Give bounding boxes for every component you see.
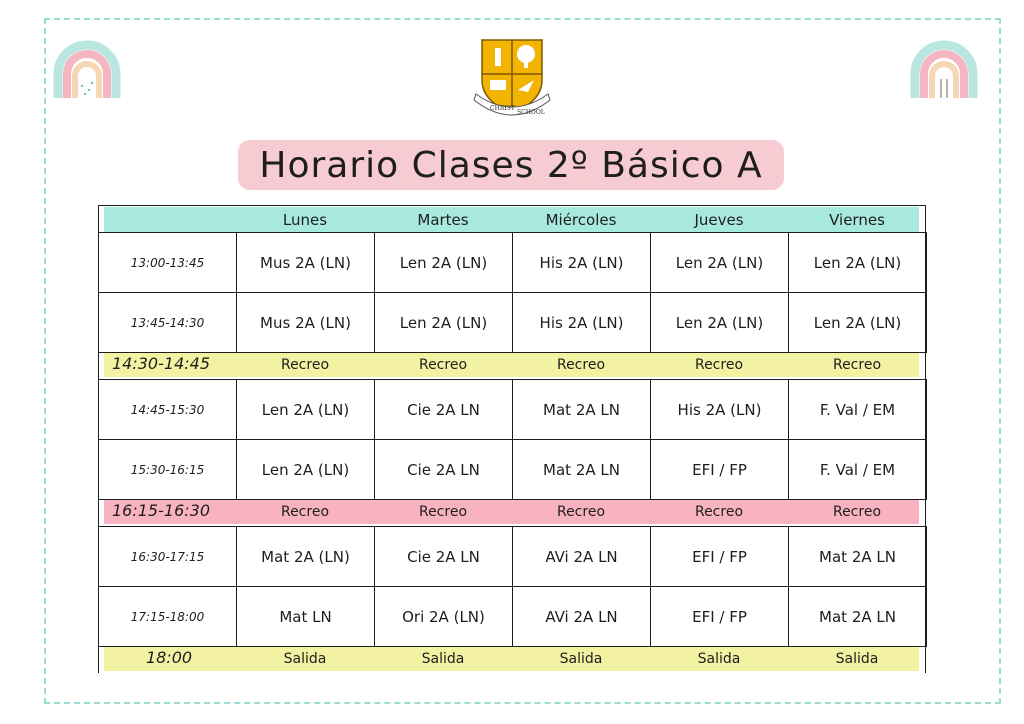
time-slot: 14:45-15:30: [98, 379, 237, 440]
class-cell: EFI / FP: [650, 526, 789, 587]
recess-cell: Recreo: [280, 504, 330, 520]
class-cell: Len 2A (LN): [650, 232, 789, 293]
class-cell: His 2A (LN): [650, 379, 789, 440]
class-cell: AVi 2A LN: [512, 586, 651, 647]
table-row: [98, 586, 926, 646]
time-slot: 16:30-17:15: [98, 526, 237, 587]
class-cell: F. Val / EM: [788, 379, 927, 440]
class-cell: AVi 2A LN: [512, 526, 651, 587]
table-left-border: [98, 205, 99, 673]
recess-cell: Recreo: [832, 504, 882, 520]
class-cell: EFI / FP: [650, 586, 789, 647]
class-cell: Mat 2A LN: [512, 439, 651, 500]
class-cell: Len 2A (LN): [374, 232, 513, 293]
time-slot: 13:45-14:30: [98, 292, 237, 353]
recess-cell: Recreo: [832, 357, 882, 373]
class-cell: Len 2A (LN): [788, 232, 927, 293]
table-row: [98, 292, 926, 352]
exit-cell: Salida: [697, 651, 741, 667]
logo-text-right: SCHOOL: [517, 109, 545, 116]
class-cell: EFI / FP: [650, 439, 789, 500]
recess-row: [104, 353, 919, 377]
class-cell: Mus 2A (LN): [236, 232, 375, 293]
class-cell: Cie 2A LN: [374, 379, 513, 440]
table-row: [98, 379, 926, 439]
day-header: Viernes: [829, 210, 885, 229]
table-header: [104, 207, 919, 232]
table-row: [98, 526, 926, 586]
time-slot: 13:00-13:45: [98, 232, 237, 293]
class-cell: Mat 2A LN: [512, 379, 651, 440]
class-cell: Len 2A (LN): [236, 379, 375, 440]
recess-row: [104, 500, 919, 524]
class-cell: Len 2A (LN): [236, 439, 375, 500]
class-cell: His 2A (LN): [512, 232, 651, 293]
time-slot: 15:30-16:15: [98, 439, 237, 500]
page-title: Horario Clases 2º Básico A: [259, 144, 763, 186]
class-cell: Len 2A (LN): [374, 292, 513, 353]
recess-cell: Recreo: [280, 357, 330, 373]
recess-cell: Recreo: [418, 504, 468, 520]
exit-cell: Salida: [421, 651, 465, 667]
table-right-border: [925, 205, 926, 673]
exit-cell: Salida: [283, 651, 327, 667]
table-top-border: [98, 205, 926, 206]
exit-row: [104, 647, 919, 671]
class-cell: Cie 2A LN: [374, 526, 513, 587]
title-banner: [238, 140, 784, 190]
recess-cell: Recreo: [694, 504, 744, 520]
class-cell: His 2A (LN): [512, 292, 651, 353]
day-header: Miércoles: [545, 210, 617, 229]
time-slot: 17:15-18:00: [98, 586, 237, 647]
recess-cell: Recreo: [556, 357, 606, 373]
class-cell: Mat 2A LN: [788, 526, 927, 587]
schedule-table: [98, 205, 926, 673]
rainbow-icon: [909, 34, 979, 104]
class-cell: Ori 2A (LN): [374, 586, 513, 647]
recess-cell: Recreo: [418, 357, 468, 373]
time-slot: 16:15-16:30: [112, 501, 210, 520]
rainbow-icon: [52, 34, 122, 104]
logo-text-left: CHRIST: [490, 105, 515, 112]
class-cell: Len 2A (LN): [788, 292, 927, 353]
class-cell: Mat LN: [236, 586, 375, 647]
day-header: Lunes: [282, 210, 328, 229]
day-header: Martes: [417, 210, 469, 229]
class-cell: Len 2A (LN): [650, 292, 789, 353]
table-row: [98, 232, 926, 292]
day-header: Jueves: [694, 210, 744, 229]
time-slot: 14:30-14:45: [112, 354, 210, 373]
exit-cell: Salida: [835, 651, 879, 667]
class-cell: Mat 2A (LN): [236, 526, 375, 587]
exit-cell: Salida: [559, 651, 603, 667]
recess-cell: Recreo: [694, 357, 744, 373]
recess-cell: Recreo: [556, 504, 606, 520]
table-row: [98, 439, 926, 499]
class-cell: F. Val / EM: [788, 439, 927, 500]
class-cell: Cie 2A LN: [374, 439, 513, 500]
time-slot: 18:00: [145, 648, 193, 667]
school-crest-logo: [468, 34, 556, 124]
class-cell: Mat 2A LN: [788, 586, 927, 647]
class-cell: Mus 2A (LN): [236, 292, 375, 353]
